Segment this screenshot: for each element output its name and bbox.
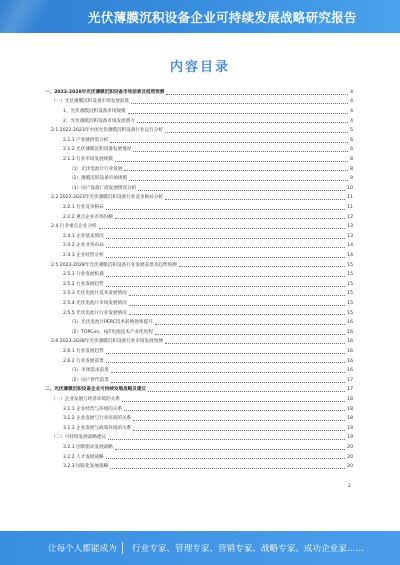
toc-entry[interactable] [45,289,353,298]
toc-leader-dots [122,401,345,402]
toc-leader-dots [129,314,345,315]
toc-entry-label: 2.1.3 行业市场发展规模 [63,156,113,162]
toc-entry[interactable] [45,327,353,336]
toc-leader-dots [124,170,348,171]
toc-entry-page: 6 [350,137,353,143]
toc-entry[interactable] [45,116,353,125]
footer-divider [122,542,123,554]
toc-leader-dots [106,247,345,248]
toc-entry-page: 16 [347,320,353,326]
toc-entry[interactable] [45,221,353,230]
toc-entry-page: 15 [347,300,353,306]
toc-entry-label: 2.1.1 产业链供需分析 [63,137,109,143]
toc-entry-label: 3.1.3 企业发展与政策环境的关系 [63,425,132,431]
toc-entry-label: 2.2.1 行业竞争格局 [63,204,104,210]
toc-leader-dots [108,439,345,440]
toc-entry[interactable] [45,413,353,422]
toc-entry-page: 4 [350,108,353,114]
toc-entry-label: 2、光伏薄膜沉积设备市场发展潜力 [63,118,135,124]
toc-entry-label: 3.1.1 企业经营与环境的关系 [63,406,123,412]
toc-entry-page: 15 [347,281,353,287]
toc-entry-page: 16 [347,368,353,374]
toc-entry[interactable] [45,317,353,326]
toc-entry-label: 3.2.2 人才发展战略 [63,454,104,460]
toc-leader-dots [155,324,345,325]
toc-entry-page: 5 [350,128,353,134]
toc-leader-dots [115,161,348,162]
report-header [0,0,400,33]
toc-entry-label: 3.2.3 国际化发展战略 [63,464,109,470]
toc-leader-dots [129,295,345,296]
toc-entry-page: 8 [350,156,353,162]
toc-leader-dots [106,353,345,354]
toc-heading: 内容目录 [169,60,230,75]
toc-entry-page: 20 [347,464,353,470]
toc-entry[interactable] [45,365,353,374]
toc-leader-dots [133,420,345,421]
toc-leader-dots [106,238,345,239]
toc-entry-label: 2.4.2 企业业务布局 [63,243,104,249]
toc-leader-dots [165,199,345,200]
toc-entry-label: （1）光伏电池片PERC技术转换效率提升 [69,320,153,326]
page-number: 2 [348,484,351,489]
toc-leader-dots [111,372,345,373]
toc-leader-dots [129,305,345,306]
toc-entry[interactable] [45,308,353,317]
toc-entry-label: （2）国产替代前景 [69,377,109,383]
report-title: 光伏薄膜沉积设备企业可持续发展战略研究报告 [88,10,357,25]
footer-slogan-left: 让每个人都能成为 [48,544,117,554]
toc-entry[interactable] [45,106,353,115]
toc-leader-dots [155,334,345,335]
toc-entry-page: 16 [347,329,353,335]
toc-entry-page: 15 [347,310,353,316]
toc-entry-label: 2.4.1 企业基本情况 [63,233,104,239]
toc-entry[interactable] [45,346,353,355]
toc-leader-dots [106,362,345,363]
toc-entry-page: 15 [347,272,353,278]
toc-entry[interactable] [45,164,353,173]
toc-leader-dots [106,257,345,258]
toc-entry-page: 13 [347,224,353,230]
toc-entry-page: 17 [347,377,353,383]
toc-entry-page: 14 [347,243,353,249]
toc-entry-label: 二、光伏薄膜沉积设备企业可持续发展战略及建议 [45,387,147,393]
toc-entry-label: （2）TOPCon、HJT电池技术产业化进程 [69,329,153,335]
toc-entry[interactable] [45,183,353,192]
toc-entry-page: 20 [347,454,353,460]
table-of-contents [45,87,353,472]
toc-entry-label: 2.2.2 重点企业市场份额 [63,214,113,220]
toc-entry-page: 19 [347,425,353,431]
toc-entry[interactable] [45,375,353,384]
toc-entry[interactable] [45,433,353,442]
toc-leader-dots [133,151,348,152]
toc-leader-dots [179,266,345,267]
toc-leader-dots [166,94,348,95]
toc-entry[interactable] [45,461,353,470]
toc-entry-label: 3.2.1 创新驱动发展战略 [63,444,113,450]
toc-entry-label: 一、2023-2028年光伏薄膜沉积设备市场前景及趋势预测 [45,89,165,95]
toc-entry-page: 19 [347,435,353,441]
toc-leader-dots [106,276,345,277]
toc-leader-dots [165,343,345,344]
toc-entry[interactable] [45,97,353,106]
toc-entry-page: 11 [347,195,353,201]
toc-entry-page: 9 [350,176,353,182]
toc-entry-label: 2.6 2023-2028年光伏薄膜沉积设备行业市场发展预测 [51,339,163,345]
toc-leader-dots [129,180,348,181]
toc-entry[interactable] [45,202,353,211]
toc-entry[interactable] [45,423,353,432]
toc-entry-page: 16 [347,358,353,364]
toc-entry-label: （2）薄膜沉积设备市场规模 [69,176,128,182]
toc-leader-dots [131,103,348,104]
toc-entry-page: 18 [347,406,353,412]
toc-entry[interactable] [45,269,353,278]
toc-entry-label: 1、光伏薄膜沉积设备市场规模 [63,108,126,114]
toc-entry-page: 20 [347,444,353,450]
toc-entry-label: 2.1.2 光伏薄膜沉积设备发展情况 [63,147,132,153]
toc-leader-dots [138,190,345,191]
toc-leader-dots [106,458,345,459]
toc-entry-label: （1）市场需求前景 [69,368,109,374]
toc-entry[interactable] [45,173,353,182]
toc-leader-dots [115,218,345,219]
toc-entry[interactable] [45,193,353,202]
toc-leader-dots [110,142,348,143]
toc-entry[interactable] [45,260,353,269]
toc-leader-dots [106,209,345,210]
toc-entry-label: 2.5.4 光伏电池片市场发展情况 [63,300,127,306]
toc-entry[interactable] [45,231,353,240]
toc-entry[interactable] [45,404,353,413]
toc-entry-page: 15 [347,291,353,297]
toc-entry-label: （3）国产设备厂商发展情况分析 [69,185,137,191]
footer-slogan-right: 行业专家、管理专家、营销专家、战略专家、成功企业家…… [132,544,365,554]
toc-entry-page: 17 [347,387,353,393]
toc-entry[interactable] [45,298,353,307]
toc-entry-label: 2.5.3 光伏电池片技术发展情况 [63,291,127,297]
toc-entry[interactable] [45,125,353,134]
toc-entry-page: 8 [350,166,353,172]
toc-entry-label: 2.6.2 行业发展前景 [63,358,104,364]
toc-leader-dots [115,449,345,450]
toc-entry[interactable] [45,442,353,451]
toc-entry-label: 2.4.3 企业经营分析 [63,252,104,258]
toc-leader-dots [128,113,348,114]
toc-entry-label: （二）可持续发展战略建议 [51,435,107,441]
toc-entry-label: 2.5 2023-2028年光伏薄膜沉积设备行业发展前景及趋势预测 [51,262,177,268]
toc-entry-page: 14 [347,252,353,258]
toc-entry-page: 6 [350,147,353,153]
footer-banner [0,531,400,565]
toc-entry-page: 10 [347,185,353,191]
toc-entry-page: 11 [347,204,353,210]
toc-entry-label: 2.1 2022-2023年中国光伏薄膜沉积设备行业运行分析 [51,128,163,134]
toc-entry-label: 2.5.1 行业发展机遇 [63,272,104,278]
toc-entry-page: 15 [347,262,353,268]
toc-entry-label: 2.5.5 光伏电池片行业发展情况 [63,310,127,316]
toc-entry-label: （一）企业发展与经济环境的关系 [51,396,120,402]
toc-entry-page: 4 [350,118,353,124]
header-decoration [0,0,58,33]
toc-entry-page: 18 [347,416,353,422]
toc-entry[interactable] [45,279,353,288]
toc-entry-page: 16 [347,339,353,345]
toc-entry-label: （1）光伏电池片行业发展 [69,166,123,172]
toc-entry-page: 13 [347,233,353,239]
toc-entry[interactable] [45,135,353,144]
toc-entry[interactable] [45,145,353,154]
toc-entry-page: 4 [350,89,353,95]
toc-entry-page: 12 [347,214,353,220]
toc-leader-dots [133,430,345,431]
toc-entry[interactable] [45,356,353,365]
toc-entry[interactable] [45,250,353,259]
toc-entry-label: 2.4 行业重点企业分析 [51,224,97,230]
toc-entry-label: （一）光伏薄膜沉积设备市场发展前景 [51,99,130,105]
toc-entry-label: 3.1.2 企业发展与行业环境的关系 [63,416,132,422]
toc-entry[interactable] [45,212,353,221]
toc-entry[interactable] [45,154,353,163]
toc-entry-page: 18 [347,396,353,402]
toc-entry[interactable] [45,385,353,394]
toc-entry[interactable] [45,452,353,461]
toc-entry[interactable] [45,337,353,346]
toc-entry[interactable] [45,241,353,250]
toc-entry-label: 2.2 2022-2023年光伏薄膜沉积设备行业竞争格局分析 [51,195,163,201]
toc-entry-label: 2.6.1 行业发展趋势 [63,348,104,354]
toc-leader-dots [106,286,345,287]
toc-entry-page: 4 [350,99,353,105]
toc-leader-dots [111,382,345,383]
toc-leader-dots [165,132,348,133]
toc-leader-dots [137,122,348,123]
toc-entry-label: 2.5.2 行业发展趋势 [63,281,104,287]
toc-leader-dots [148,391,345,392]
toc-leader-dots [99,228,346,229]
toc-entry[interactable] [45,87,353,96]
toc-leader-dots [124,410,345,411]
toc-leader-dots [110,468,345,469]
toc-entry[interactable] [45,394,353,403]
toc-entry-page: 16 [347,348,353,354]
